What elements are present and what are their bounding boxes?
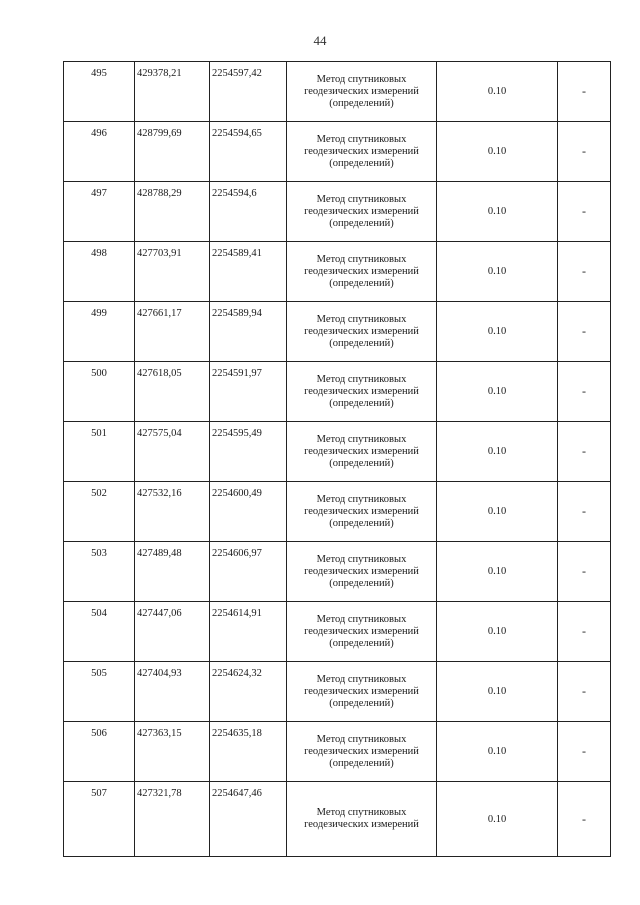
table-row [64, 602, 611, 662]
table-row [64, 122, 611, 182]
method-text-line: (определений) [329, 97, 394, 109]
method-text-line: (определений) [329, 757, 394, 769]
accuracy-cell: 0.10 [437, 122, 558, 182]
method-text-line: (определений) [329, 577, 394, 589]
table-row [64, 302, 611, 362]
table-row [64, 482, 611, 542]
method-cell [287, 362, 437, 422]
accuracy-cell: 0.10 [437, 302, 558, 362]
method-text-line: (определений) [329, 157, 394, 169]
method-text-line: геодезических измерений [304, 625, 419, 637]
y-coordinate-cell: 2254600,49 [210, 482, 287, 542]
x-coordinate-cell: 427703,91 [135, 242, 210, 302]
method-cell [287, 602, 437, 662]
x-coordinate-cell: 427447,06 [135, 602, 210, 662]
table-row [64, 62, 611, 122]
table-row [64, 362, 611, 422]
method-cell [287, 662, 437, 722]
method-cell [287, 182, 437, 242]
method-text-line: (определений) [329, 397, 394, 409]
method-cell [287, 782, 437, 857]
note-cell: - [558, 62, 611, 122]
table-row [64, 662, 611, 722]
y-coordinate-cell: 2254597,42 [210, 62, 287, 122]
y-coordinate-cell: 2254606,97 [210, 542, 287, 602]
accuracy-cell: 0.10 [437, 782, 558, 857]
method-text-line: (определений) [329, 337, 394, 349]
method-cell [287, 542, 437, 602]
method-text-line: геодезических измерений [304, 565, 419, 577]
x-coordinate-cell: 427618,05 [135, 362, 210, 422]
page-number: 44 [313, 33, 327, 48]
method-text-line: геодезических измерений [304, 745, 419, 757]
method-text-line: геодезических измерений [304, 85, 419, 97]
y-coordinate-cell: 2254595,49 [210, 422, 287, 482]
point-number-cell: 498 [64, 242, 135, 302]
method-cell [287, 62, 437, 122]
x-coordinate-cell: 427532,16 [135, 482, 210, 542]
method-text-line: Метод спутниковых [316, 433, 407, 445]
accuracy-cell: 0.10 [437, 182, 558, 242]
note-cell: - [558, 482, 611, 542]
method-text-line: Метод спутниковых [316, 133, 407, 145]
point-number-cell: 496 [64, 122, 135, 182]
note-cell: - [558, 182, 611, 242]
method-text-line: Метод спутниковых [316, 733, 407, 745]
method-text-line: Метод спутниковых [316, 553, 407, 565]
y-coordinate-cell: 2254594,6 [210, 182, 287, 242]
method-text-line: геодезических измерений [304, 685, 419, 697]
method-text-line: геодезических измерений [304, 819, 419, 830]
accuracy-cell: 0.10 [437, 62, 558, 122]
table-body [64, 62, 611, 857]
note-cell: - [558, 362, 611, 422]
y-coordinate-cell: 2254591,97 [210, 362, 287, 422]
note-cell: - [558, 542, 611, 602]
x-coordinate-cell: 429378,21 [135, 62, 210, 122]
method-text-line: (определений) [329, 637, 394, 649]
y-coordinate-cell: 2254647,46 [210, 782, 287, 857]
method-text-line: (определений) [329, 217, 394, 229]
method-text-line: геодезических измерений [304, 145, 419, 157]
accuracy-cell: 0.10 [437, 662, 558, 722]
y-coordinate-cell: 2254589,41 [210, 242, 287, 302]
method-text-line: Метод спутниковых [316, 807, 407, 818]
note-cell: - [558, 662, 611, 722]
accuracy-cell: 0.10 [437, 362, 558, 422]
method-text-line: Метод спутниковых [316, 673, 407, 685]
point-number-cell: 507 [64, 782, 135, 857]
note-cell: - [558, 422, 611, 482]
method-text-line: геодезических измерений [304, 445, 419, 457]
note-cell: - [558, 242, 611, 302]
method-text-line: (определений) [329, 517, 394, 529]
method-text-line: Метод спутниковых [316, 73, 407, 85]
table-row [64, 722, 611, 782]
y-coordinate-cell: 2254589,94 [210, 302, 287, 362]
accuracy-cell: 0.10 [437, 602, 558, 662]
method-text-line: геодезических измерений [304, 505, 419, 517]
y-coordinate-cell: 2254624,32 [210, 662, 287, 722]
method-text-line: (определений) [329, 697, 394, 709]
x-coordinate-cell: 427661,17 [135, 302, 210, 362]
x-coordinate-cell: 427404,93 [135, 662, 210, 722]
accuracy-cell: 0.10 [437, 242, 558, 302]
method-cell [287, 122, 437, 182]
method-text-line: Метод спутниковых [316, 313, 407, 325]
method-text-line: геодезических измерений [304, 385, 419, 397]
method-cell [287, 722, 437, 782]
method-text-line: геодезических измерений [304, 265, 419, 277]
coordinates-table [63, 61, 611, 857]
y-coordinate-cell: 2254594,65 [210, 122, 287, 182]
point-number-cell: 499 [64, 302, 135, 362]
method-text-line: Метод спутниковых [316, 253, 407, 265]
accuracy-cell: 0.10 [437, 422, 558, 482]
point-number-cell: 500 [64, 362, 135, 422]
method-text-line: геодезических измерений [304, 325, 419, 337]
method-cell [287, 422, 437, 482]
x-coordinate-cell: 427363,15 [135, 722, 210, 782]
method-cell [287, 242, 437, 302]
method-text-line: геодезических измерений [304, 205, 419, 217]
method-text-line: Метод спутниковых [316, 493, 407, 505]
y-coordinate-cell: 2254614,91 [210, 602, 287, 662]
method-cell [287, 482, 437, 542]
table-row [64, 242, 611, 302]
point-number-cell: 503 [64, 542, 135, 602]
point-number-cell: 497 [64, 182, 135, 242]
note-cell: - [558, 602, 611, 662]
x-coordinate-cell: 427321,78 [135, 782, 210, 857]
point-number-cell: 504 [64, 602, 135, 662]
x-coordinate-cell: 427575,04 [135, 422, 210, 482]
x-coordinate-cell: 428788,29 [135, 182, 210, 242]
accuracy-cell: 0.10 [437, 482, 558, 542]
table-row [64, 782, 611, 857]
point-number-cell: 505 [64, 662, 135, 722]
note-cell: - [558, 122, 611, 182]
note-cell: - [558, 782, 611, 857]
method-text-line: (определений) [329, 457, 394, 469]
note-cell: - [558, 302, 611, 362]
point-number-cell: 495 [64, 62, 135, 122]
x-coordinate-cell: 428799,69 [135, 122, 210, 182]
table-row [64, 422, 611, 482]
accuracy-cell: 0.10 [437, 542, 558, 602]
method-text-line: Метод спутниковых [316, 373, 407, 385]
method-text-line: Метод спутниковых [316, 193, 407, 205]
note-cell: - [558, 722, 611, 782]
point-number-cell: 506 [64, 722, 135, 782]
table-row [64, 182, 611, 242]
method-text-line: (определений) [329, 277, 394, 289]
table-row [64, 542, 611, 602]
point-number-cell: 502 [64, 482, 135, 542]
y-coordinate-cell: 2254635,18 [210, 722, 287, 782]
accuracy-cell: 0.10 [437, 722, 558, 782]
method-text-line: Метод спутниковых [316, 613, 407, 625]
x-coordinate-cell: 427489,48 [135, 542, 210, 602]
point-number-cell: 501 [64, 422, 135, 482]
method-cell [287, 302, 437, 362]
